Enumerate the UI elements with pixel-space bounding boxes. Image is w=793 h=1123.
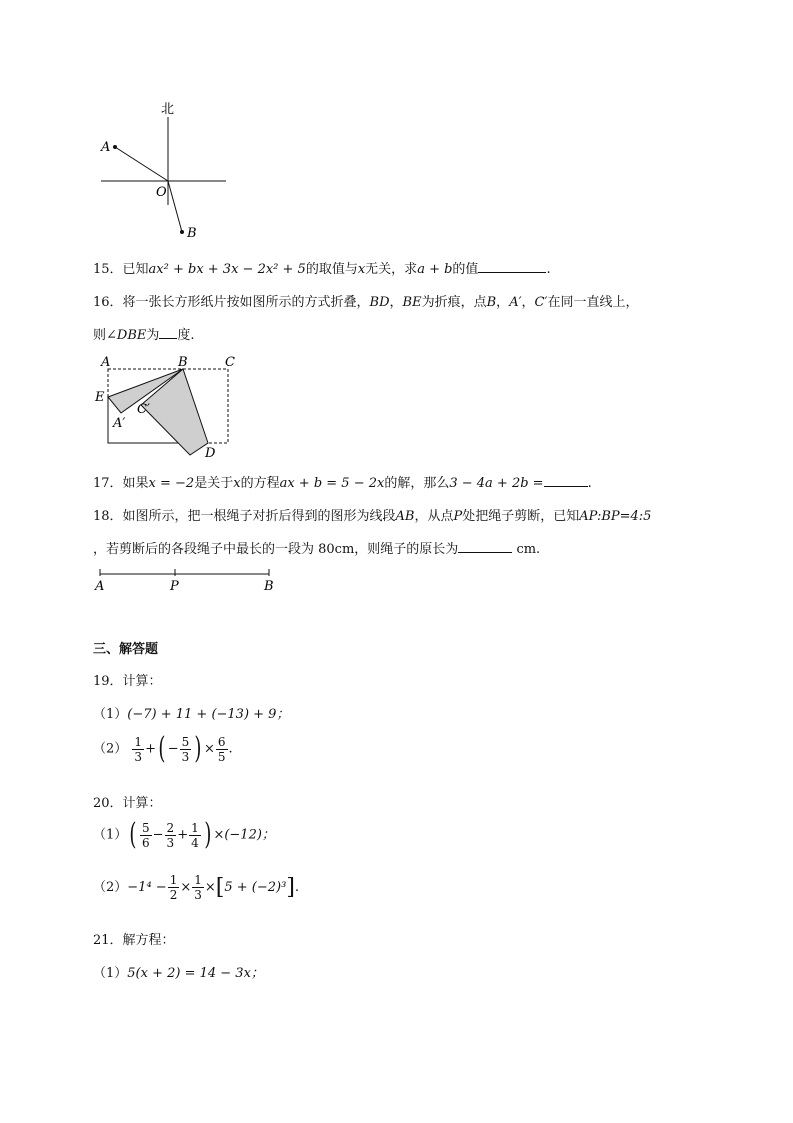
right-paren: )	[194, 731, 202, 766]
q18-answer-blank[interactable]	[458, 540, 512, 553]
q17-x: x	[233, 476, 241, 491]
q17-mid2: 的方程	[240, 476, 280, 491]
question-20-part1	[93, 817, 275, 852]
q17-expression: 3 − 4a + 2b =	[449, 476, 544, 491]
q15-answer-blank[interactable]	[478, 260, 546, 273]
q17-number: 17．如果	[93, 476, 149, 491]
question-16-line1	[93, 291, 638, 310]
q16-text1: 16．将一张长方形纸片按如图所示的方式折叠，	[93, 295, 370, 310]
denominator: 5	[217, 749, 226, 764]
q21-p1-label: （1）	[93, 966, 128, 981]
q16-mid: 为折痕，点	[421, 295, 487, 310]
q19-times: ×	[203, 741, 215, 757]
label-b: B	[264, 579, 274, 594]
label-b: B	[187, 226, 197, 241]
section-title: 三、解答题	[93, 642, 159, 657]
q19-p1-expression: (−7) + 11 + (−13) + 9；	[127, 707, 290, 722]
label-c-prime: C′	[137, 402, 150, 417]
ray-ob	[168, 181, 182, 232]
label-north: 北	[161, 102, 175, 117]
question-21-title: 21．解方程：	[93, 933, 175, 948]
q20-op2: +	[177, 827, 189, 843]
q15-expression: ax² + bx + 3x − 2x² + 5	[148, 262, 306, 277]
q20-p2-times2: ×	[204, 880, 216, 895]
label-a-prime: A′	[113, 416, 126, 431]
numerator: 1	[134, 734, 143, 749]
question-20-part2	[93, 874, 299, 901]
q16-b: B	[486, 295, 497, 310]
q15-end: .	[546, 262, 551, 277]
question-19-part1	[93, 703, 289, 722]
fold-figure	[93, 353, 253, 463]
q20-p2-fraction-1	[168, 874, 180, 901]
point-a	[113, 145, 117, 149]
q20-p2-head: −1⁴ −	[127, 880, 167, 895]
q20-p2-inner: 5 + (−2)³	[224, 880, 287, 895]
numerator: 1	[194, 873, 202, 887]
label-o: O	[156, 185, 167, 200]
denominator: 3	[134, 749, 143, 764]
q18-ratio: AP:BP=4:5	[579, 509, 652, 524]
q18-ab: AB	[395, 509, 415, 524]
right-bracket: ]	[286, 874, 295, 900]
q19-p1-label: （1）	[93, 707, 128, 722]
q18-p: P	[453, 509, 463, 524]
q20-p2-times1: ×	[180, 880, 192, 895]
q18-text4: ，若剪断后的各段绳子中最长的一段为 80cm，则绳子的原长为	[93, 542, 459, 557]
left-bracket: [	[215, 874, 225, 900]
q16-c1: C′	[534, 295, 548, 310]
denominator: 6	[142, 835, 150, 850]
q15-x: x	[357, 262, 366, 277]
label-d: D	[205, 446, 216, 461]
numerator: 1	[169, 873, 178, 887]
q17-end: .	[587, 476, 592, 491]
q16-line2a: 则	[93, 328, 107, 343]
q20-fraction-2	[165, 822, 177, 849]
numerator: 5	[142, 820, 150, 835]
q19-fraction-3	[216, 736, 228, 763]
ray-oa	[115, 147, 168, 181]
q19-end: .	[228, 741, 233, 757]
q18-text2: ，从点	[414, 509, 454, 524]
denominator: 2	[169, 888, 178, 902]
q19-p2-label: （2）	[93, 741, 128, 757]
right-paren: )	[204, 817, 212, 852]
q16-bd: BD	[369, 295, 390, 310]
question-19-title: 19．计算：	[93, 674, 162, 689]
denominator: 3	[194, 888, 202, 902]
q20-p1-label: （1）	[93, 827, 128, 843]
denominator: 3	[166, 835, 175, 850]
q15-number: 15．已知	[93, 262, 149, 277]
q19-plus: +	[145, 741, 156, 757]
q16-answer-blank[interactable]	[159, 326, 177, 339]
q16-comma1: ，	[389, 295, 403, 310]
label-a: A	[101, 140, 111, 155]
q20-p2-end: .	[294, 880, 300, 895]
q16-be: BE	[402, 295, 422, 310]
q20-p2-label: （2）	[93, 880, 128, 895]
q15-tail: 的值	[452, 262, 479, 277]
denominator: 3	[181, 749, 190, 764]
label-e: E	[95, 390, 105, 405]
numerator: 5	[181, 734, 190, 749]
q16-angle: ∠DBE	[106, 328, 147, 343]
q16-comma3: ，	[521, 295, 535, 310]
label-a: A	[95, 579, 105, 594]
q19-fraction-1	[132, 736, 144, 763]
question-18-line1	[93, 505, 651, 524]
numerator: 6	[217, 734, 226, 749]
label-p: P	[170, 579, 179, 594]
compass-figure	[93, 95, 233, 245]
question-15	[93, 258, 551, 277]
left-paren: (	[158, 731, 166, 766]
q15-mid2: 无关，求	[365, 262, 418, 277]
q16-tail: 在同一直线上，	[547, 295, 639, 310]
q17-equation: ax + b = 5 − 2x	[279, 476, 385, 491]
question-17	[93, 472, 592, 491]
point-b	[180, 230, 184, 234]
segment-figure	[93, 566, 283, 598]
q18-text3: 处把绳子剪断，已知	[462, 509, 580, 524]
q17-cond: x = −2	[148, 476, 195, 491]
question-20-title: 20．计算：	[93, 796, 162, 811]
q16-a1: A′	[509, 295, 522, 310]
q16-line2c: 度.	[177, 328, 195, 343]
q20-fraction-1	[140, 822, 152, 849]
label-a: A	[101, 355, 111, 370]
q20-p1-tail: ×(−12)；	[213, 827, 275, 843]
q16-comma2: ，	[496, 295, 510, 310]
numerator: 2	[166, 820, 175, 835]
q18-unit: cm.	[516, 542, 541, 557]
left-paren: (	[129, 817, 137, 852]
q17-mid: 是关于	[194, 476, 234, 491]
denominator: 4	[191, 835, 199, 850]
q21-p1-expression: 5(x + 2) = 14 − 3x；	[127, 966, 264, 981]
q15-mid: 的取值与	[305, 262, 358, 277]
q20-fraction-3	[189, 822, 201, 849]
q18-text1: 18．如图所示，把一根绳子对折后得到的图形为线段	[93, 509, 396, 524]
label-b: B	[178, 355, 188, 370]
q20-p2-fraction-2	[192, 874, 204, 901]
q15-ab: a + b	[417, 262, 453, 277]
q17-answer-blank[interactable]	[544, 474, 588, 487]
q17-mid3: 的解，那么	[384, 476, 450, 491]
question-21-part1	[93, 962, 264, 981]
question-18-line2	[93, 538, 540, 557]
question-19-part2	[93, 731, 233, 766]
question-16-line2	[93, 324, 195, 343]
q19-fraction-2	[180, 736, 192, 763]
label-c: C	[225, 355, 235, 370]
q19-minus: −	[167, 741, 179, 757]
q20-op1: −	[152, 827, 164, 843]
q16-line2b: 为	[146, 328, 160, 343]
numerator: 1	[191, 820, 199, 835]
